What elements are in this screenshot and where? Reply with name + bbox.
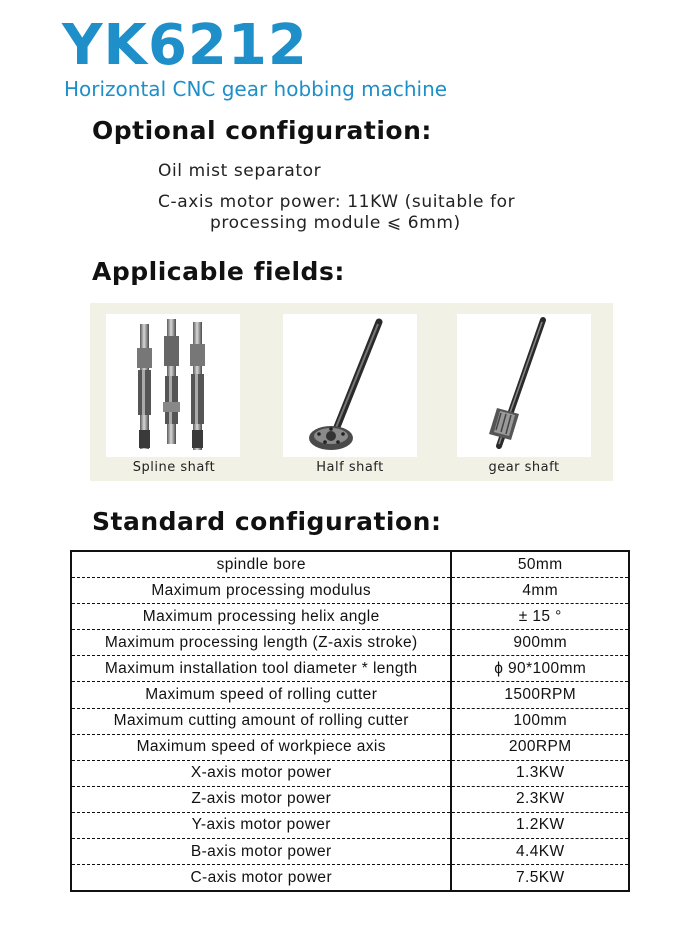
model-title: YK6212 xyxy=(62,13,308,78)
spec-parameter: Maximum processing length (Z-axis stroke) xyxy=(71,630,451,656)
spec-value: ϕ 90*100mm xyxy=(451,656,629,682)
table-row xyxy=(71,812,629,838)
fields-heading: Applicable fields: xyxy=(92,257,345,286)
spec-parameter: Maximum speed of rolling cutter xyxy=(71,682,451,708)
table-row xyxy=(71,578,629,604)
spec-parameter: Maximum processing modulus xyxy=(71,578,451,604)
spline-shaft-image xyxy=(106,314,240,457)
gear-shaft-image xyxy=(457,314,591,457)
spec-value: 4mm xyxy=(451,578,629,604)
spec-value: 100mm xyxy=(451,708,629,734)
spec-value: 7.5KW xyxy=(515,868,565,886)
standard-config-table xyxy=(70,550,630,892)
spec-value: 2.3KW xyxy=(451,786,629,812)
spec-value: ± 15 ° xyxy=(451,604,629,630)
spec-parameter: Y-axis motor power xyxy=(71,812,451,838)
spec-value: 50mm xyxy=(451,551,629,578)
table-row xyxy=(71,551,629,578)
applicable-fields-panel xyxy=(90,303,613,481)
spec-parameter: C-axis motor power xyxy=(71,865,451,892)
table-row xyxy=(71,630,629,656)
spec-parameter: Maximum cutting amount of rolling cutter xyxy=(71,708,451,734)
spec-value: 4.4KW xyxy=(451,839,629,865)
table-row xyxy=(71,734,629,760)
spec-value: 200RPM xyxy=(451,734,629,760)
spec-value: 1500RPM xyxy=(451,682,629,708)
optional-item-c-axis: C-axis motor power: 11KW (suitable for xyxy=(158,192,516,212)
gear-shaft-label: gear shaft xyxy=(488,460,560,475)
optional-heading: Optional configuration: xyxy=(92,116,432,145)
table-row xyxy=(71,604,629,630)
spec-value: 900mm xyxy=(451,630,629,656)
spec-value: 1.2KW xyxy=(451,812,629,838)
spec-parameter: Maximum speed of workpiece axis xyxy=(71,734,451,760)
spec-parameter: spindle bore xyxy=(71,551,451,578)
table-row xyxy=(71,839,629,865)
table-row xyxy=(71,682,629,708)
half-shaft-label: Half shaft xyxy=(316,460,384,475)
optional-item-c-axis-cont: processing module ⩽ 6mm) xyxy=(210,213,461,233)
table-row xyxy=(71,865,629,892)
table-row xyxy=(71,656,629,682)
spec-parameter: Z-axis motor power xyxy=(71,786,451,812)
machine-subtitle: Horizontal CNC gear hobbing machine xyxy=(64,77,448,101)
standard-heading: Standard configuration: xyxy=(92,507,442,536)
table-row xyxy=(71,760,629,786)
spec-parameter: B-axis motor power xyxy=(71,839,451,865)
spec-value: 1.3KW xyxy=(451,760,629,786)
half-shaft-image xyxy=(283,314,417,457)
spline-shaft-label: Spline shaft xyxy=(132,460,216,475)
table-row xyxy=(71,786,629,812)
table-row xyxy=(71,708,629,734)
spec-parameter: Maximum processing helix angle xyxy=(71,604,451,630)
optional-item-oil-mist: Oil mist separator xyxy=(158,161,322,181)
spec-parameter: X-axis motor power xyxy=(71,760,451,786)
spec-parameter: Maximum installation tool diameter * length xyxy=(71,656,451,682)
